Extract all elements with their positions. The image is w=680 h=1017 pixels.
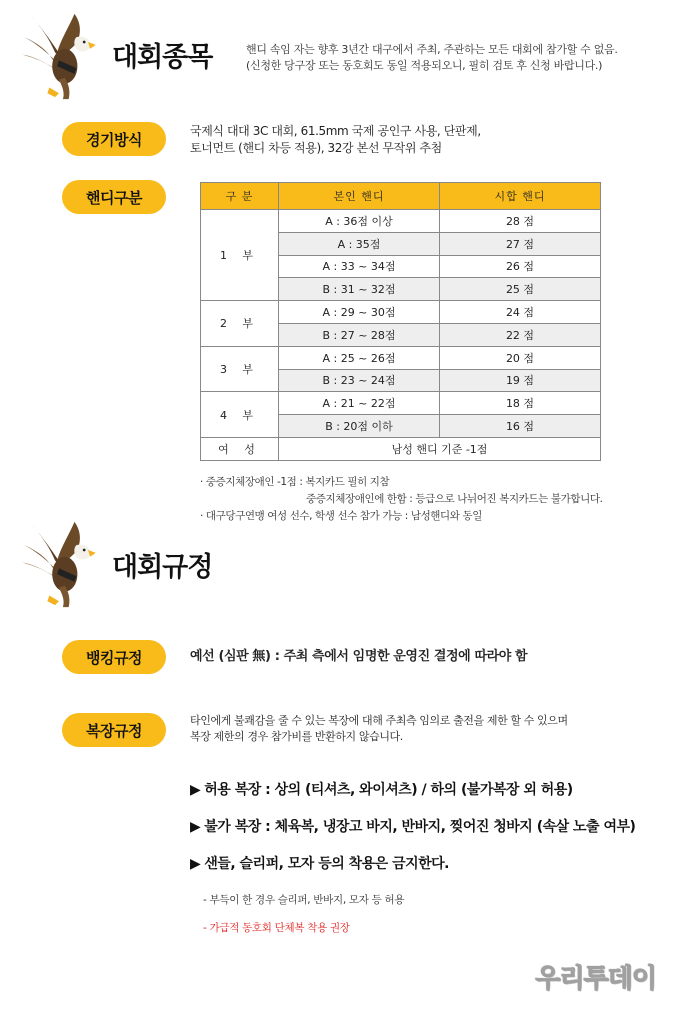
division-cell-women: 여 성 [201, 437, 279, 460]
own-handicap-cell: A : 33 ~ 34점 [279, 255, 440, 278]
handicap-note: · 대구당구연맹 여성 선수, 학생 선수 참가 가능 : 남성핸디와 동일 [200, 510, 482, 522]
own-handicap-cell: B : 20점 이하 [279, 415, 440, 438]
handicap-note: · 중증지체장애인 -1점 : 복지카드 필히 지참 [200, 476, 390, 488]
own-handicap-cell: A : 35점 [279, 232, 440, 255]
division-cell: 1 부 [201, 210, 279, 301]
match-handicap-cell: 22 점 [440, 323, 601, 346]
match-handicap-cell: 16 점 [440, 415, 601, 438]
division-cell: 4 부 [201, 392, 279, 438]
division-cell: 2 부 [201, 301, 279, 347]
table-row [201, 346, 601, 369]
triangle-icon: ▶ [190, 819, 201, 835]
dress-rule-text: 샌들, 슬리퍼, 모자 등의 착용은 금지한다. [204, 856, 449, 872]
dress-line: 타인에게 불쾌감을 줄 수 있는 복장에 대해 주최측 임의로 출전을 제한 할 수 있으며 [190, 714, 568, 727]
label-pill-handicap: 핸디구분 [62, 180, 166, 214]
intro-text [246, 42, 618, 74]
match-handicap-cell: 18 점 [440, 392, 601, 415]
own-handicap-cell: B : 27 ~ 28점 [279, 323, 440, 346]
header-division: 구 분 [201, 183, 279, 210]
own-handicap-cell: A : 29 ~ 30점 [279, 301, 440, 324]
dress-rule-text: 불가 복장 : 체육복, 냉장고 바지, 반바지, 찢어진 청바지 (속살 노출 여부) [204, 819, 636, 835]
handicap-note: 중증지체장애인에 한함 : 등급으로 나뉘어진 복지카드는 불가합니다. [306, 493, 603, 505]
eagle-icon [20, 518, 98, 610]
label-pill-banking: 뱅킹규정 [62, 640, 166, 674]
dress-note: - 부득이 한 경우 슬리퍼, 반바지, 모자 등 허용 [203, 894, 405, 906]
table-row [201, 210, 601, 233]
game-method-line: 국제식 대대 3C 대회, 61.5mm 국제 공인구 사용, 단판제, [190, 124, 481, 138]
table-row [201, 437, 601, 460]
triangle-icon: ▶ [190, 782, 201, 798]
watermark-logo: 우리투데이 [535, 964, 656, 994]
dress-rule-allowed [190, 779, 573, 799]
dress-rule-prohibited [190, 853, 449, 873]
section-title-rules: 대회규정 [112, 552, 213, 583]
match-handicap-cell: 28 점 [440, 210, 601, 233]
division-cell: 3 부 [201, 346, 279, 392]
table-row [201, 301, 601, 324]
own-handicap-cell: B : 23 ~ 24점 [279, 369, 440, 392]
dress-red-note: - 가급적 동호회 단체복 착용 권장 [203, 922, 350, 934]
match-handicap-cell: 27 점 [440, 232, 601, 255]
match-handicap-cell: 19 점 [440, 369, 601, 392]
women-handicap-cell: 남성 핸디 기준 -1점 [279, 437, 601, 460]
label-pill-game-method: 경기방식 [62, 122, 166, 156]
table-header-row [201, 183, 601, 210]
eagle-icon [20, 10, 98, 102]
game-method-line: 토너먼트 (핸디 차등 적용), 32강 본선 무작위 추첨 [190, 141, 442, 155]
dress-rule-forbidden [190, 816, 635, 836]
dress-text [190, 713, 568, 745]
section-title-events: 대회종목 [112, 42, 213, 73]
intro-line: 핸디 속임 자는 향후 3년간 대구에서 주최, 주관하는 모든 대회에 참가할 수 없음. [246, 43, 618, 56]
match-handicap-cell: 26 점 [440, 255, 601, 278]
dress-line: 복장 제한의 경우 참가비를 반환하지 않습니다. [190, 730, 403, 743]
header-own-handicap: 본인 핸디 [279, 183, 440, 210]
game-method-text [190, 123, 481, 157]
own-handicap-cell: B : 31 ~ 32점 [279, 278, 440, 301]
handicap-table [200, 182, 601, 461]
header-match-handicap: 시합 핸디 [440, 183, 601, 210]
label-pill-dress: 복장규정 [62, 713, 166, 747]
match-handicap-cell: 25 점 [440, 278, 601, 301]
own-handicap-cell: A : 25 ~ 26점 [279, 346, 440, 369]
own-handicap-cell: A : 36점 이상 [279, 210, 440, 233]
table-row [201, 392, 601, 415]
dress-rule-text: 허용 복장 : 상의 (티셔츠, 와이셔츠) / 하의 (불가복장 외 허용) [204, 782, 573, 798]
own-handicap-cell: A : 21 ~ 22점 [279, 392, 440, 415]
banking-text: 예선 (심판 無) : 주최 측에서 임명한 운영진 결정에 따라야 함 [190, 649, 528, 664]
intro-line: (신청한 당구장 또는 동호회도 동일 적용되오니, 필히 검토 후 신청 바랍니다.) [246, 59, 603, 72]
triangle-icon: ▶ [190, 856, 201, 872]
match-handicap-cell: 20 점 [440, 346, 601, 369]
match-handicap-cell: 24 점 [440, 301, 601, 324]
